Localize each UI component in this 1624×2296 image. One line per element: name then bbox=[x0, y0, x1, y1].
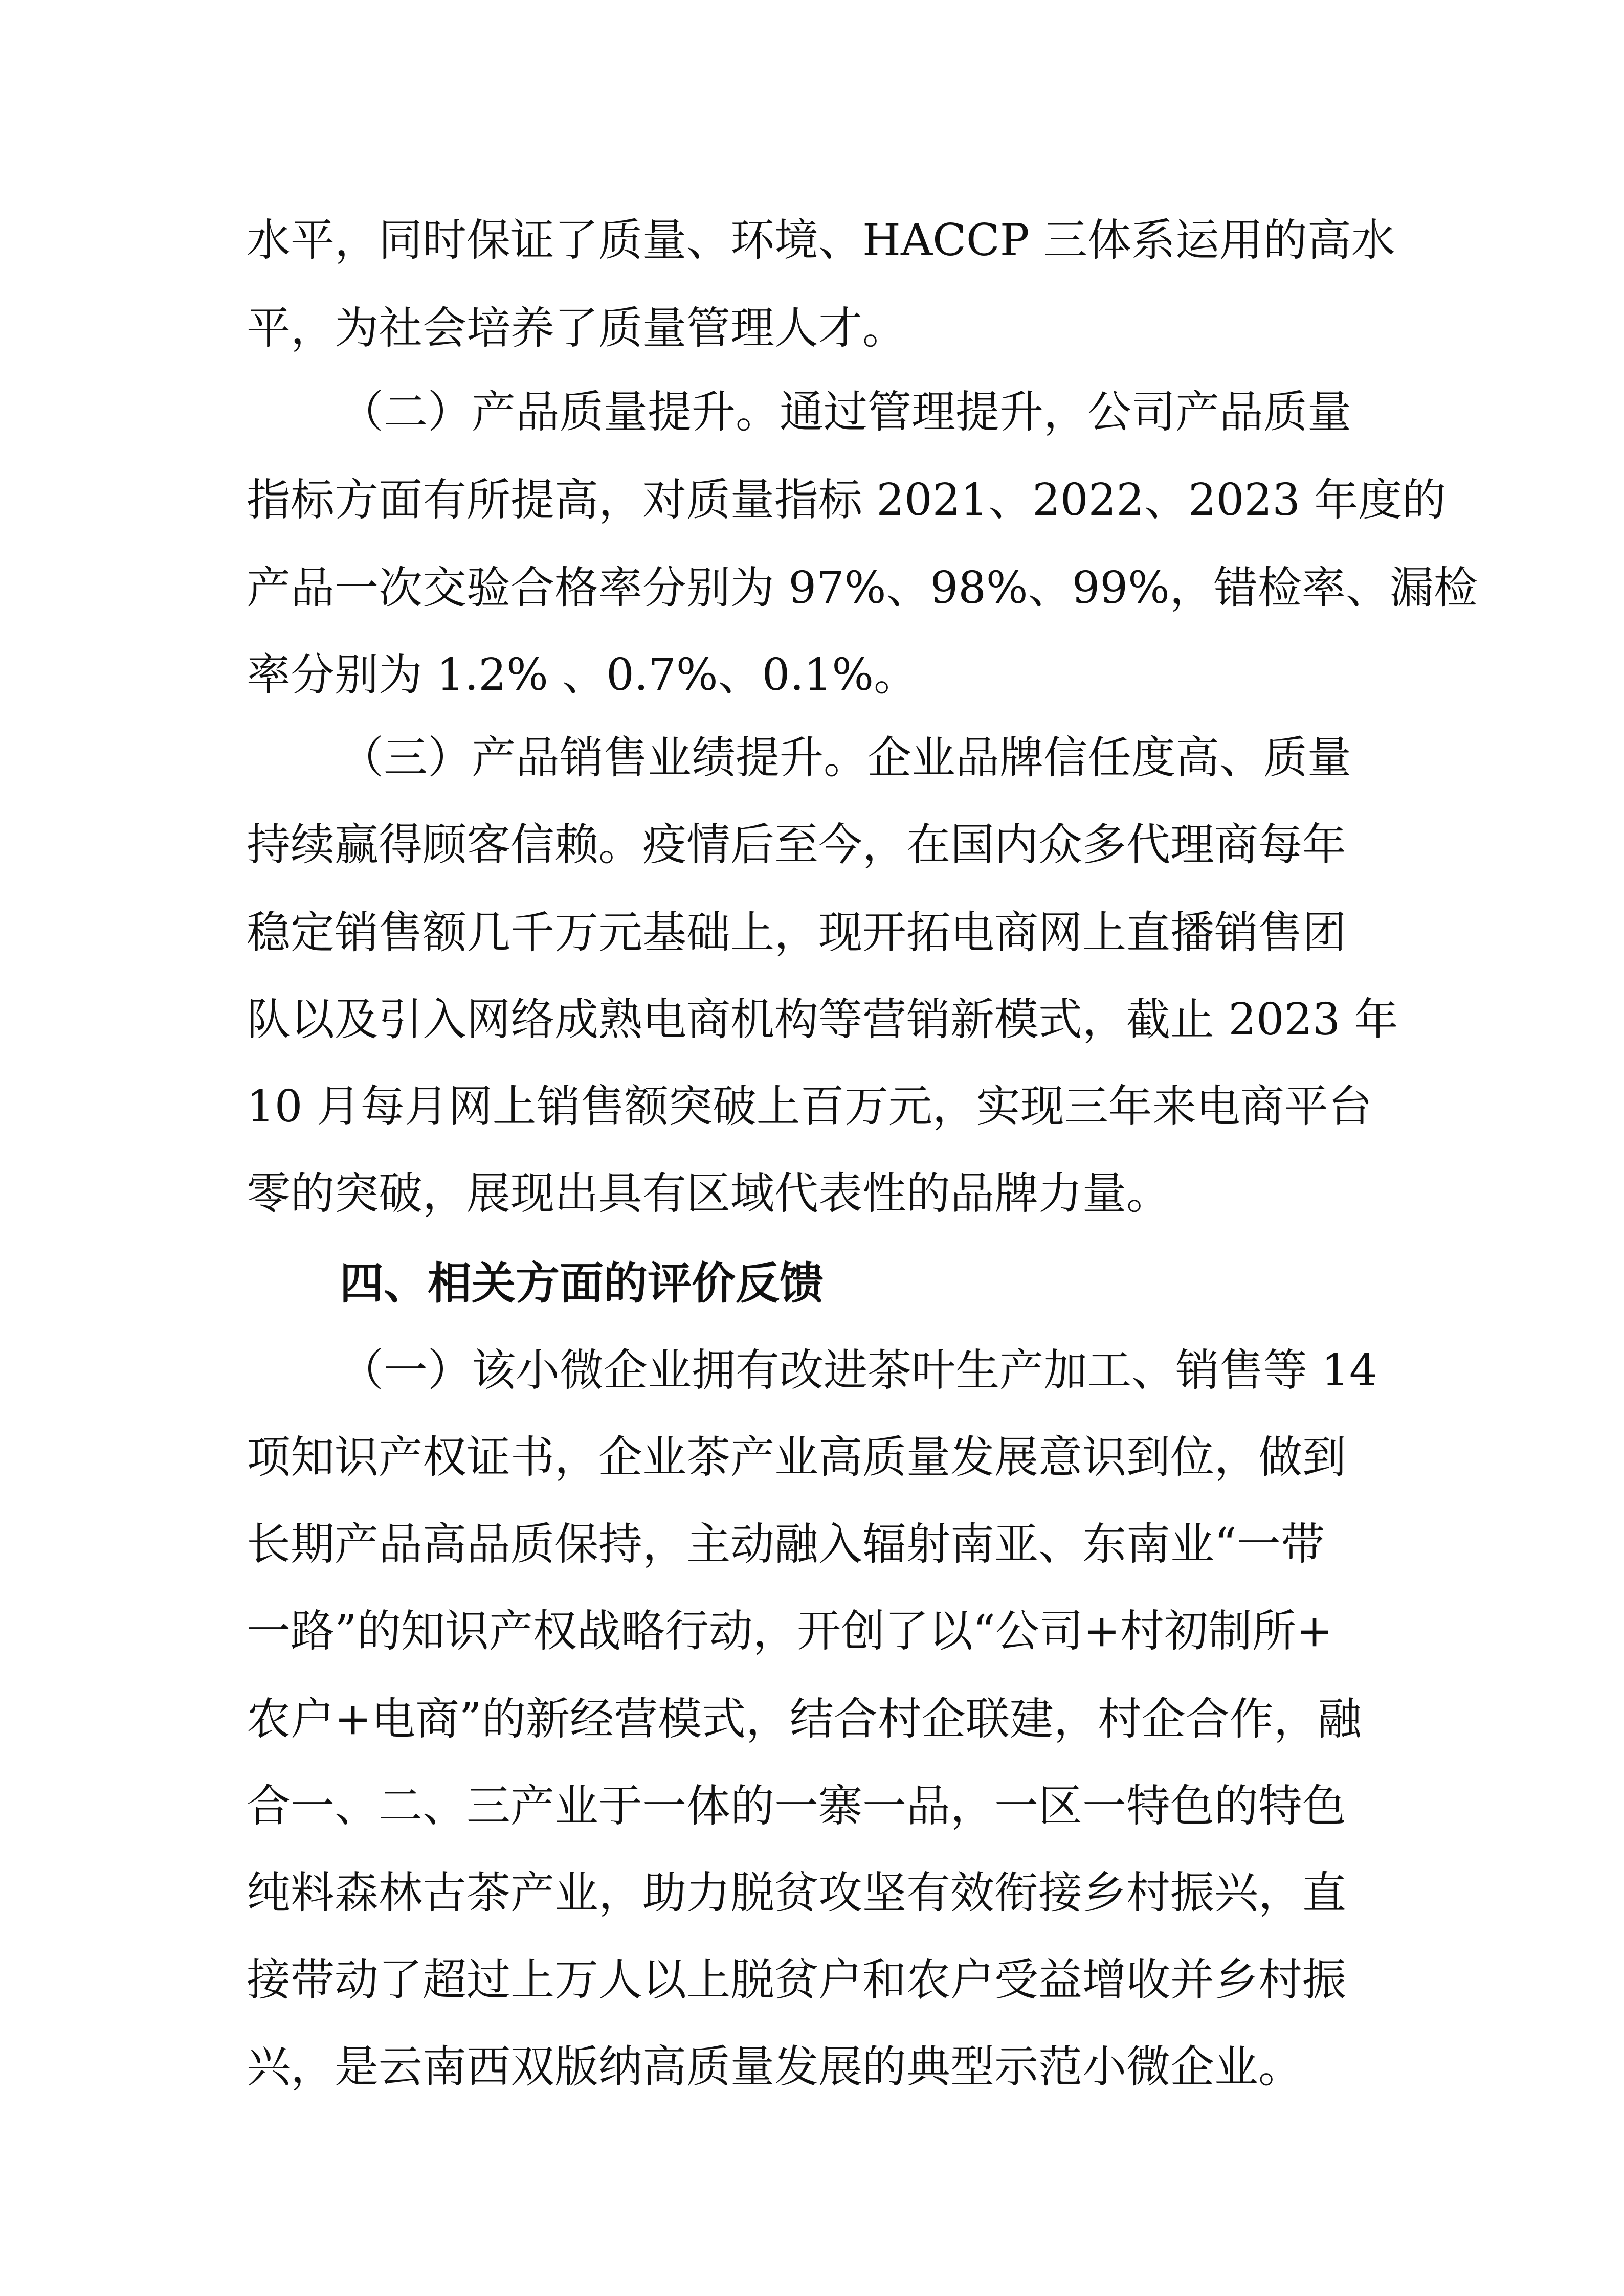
paragraph-line: 指标方面有所提高，对质量指标 2021、2022、2023 年度的 bbox=[247, 475, 1447, 526]
paragraph-line: 兴，是云南西双版纳高质量发展的典型示范小微企业。 bbox=[247, 2041, 1302, 2092]
paragraph-line: 产品一次交验合格率分别为 97%、98%、99%，错检率、漏检 bbox=[247, 562, 1478, 614]
paragraph-line: 率分别为 1.2% 、0.7%、0.1%。 bbox=[247, 649, 918, 701]
paragraph-line: 项知识产权证书，企业茶产业高质量发展意识到位，做到 bbox=[247, 1432, 1346, 1483]
paragraph-line: 一路”的知识产权战略行动，开创了以“公司+村初制所+ bbox=[247, 1606, 1333, 1657]
paragraph-line: 平，为社会培养了质量管理人才。 bbox=[247, 303, 906, 354]
paragraph-line: 水平，同时保证了质量、环境、HACCP 三体系运用的高水 bbox=[247, 215, 1395, 266]
paragraph-line: 农户+电商”的新经营模式，结合村企联建，村企合作，融 bbox=[247, 1694, 1362, 1745]
paragraph-line: 接带动了超过上万人以上脱贫户和农户受益增收并乡村振 bbox=[247, 1954, 1346, 2006]
paragraph-line: 稳定销售额几千万元基础上，现开拓电商网上直播销售团 bbox=[247, 907, 1346, 958]
paragraph-line: （一）该小微企业拥有改进茶叶生产加工、销售等 14 bbox=[340, 1345, 1377, 1396]
paragraph-line: 持续赢得顾客信赖。疫情后至今，在国内众多代理商每年 bbox=[247, 819, 1346, 870]
paragraph-line: 纯料森林古茶产业，助力脱贫攻坚有效衔接乡村振兴，直 bbox=[247, 1867, 1346, 1919]
paragraph-line: 队以及引入网络成熟电商机构等营销新模式，截止 2023 年 bbox=[247, 994, 1398, 1045]
paragraph-line: 长期产品高品质保持，主动融入辐射南亚、东南业“一带 bbox=[247, 1519, 1325, 1570]
paragraph-line: （二）产品质量提升。通过管理提升，公司产品质量 bbox=[340, 387, 1351, 438]
paragraph-line: 合一、二、三产业于一体的一寨一品，一区一特色的特色 bbox=[247, 1781, 1346, 1832]
paragraph-line: 10 月每月网上销售额突破上百万元，实现三年来电商平台 bbox=[247, 1081, 1372, 1132]
paragraph-line: （三）产品销售业绩提升。企业品牌信任度高、质量 bbox=[340, 732, 1351, 783]
section-heading: 四、相关方面的评价反馈 bbox=[340, 1258, 824, 1309]
paragraph-line: 零的突破，展现出具有区域代表性的品牌力量。 bbox=[247, 1168, 1170, 1219]
